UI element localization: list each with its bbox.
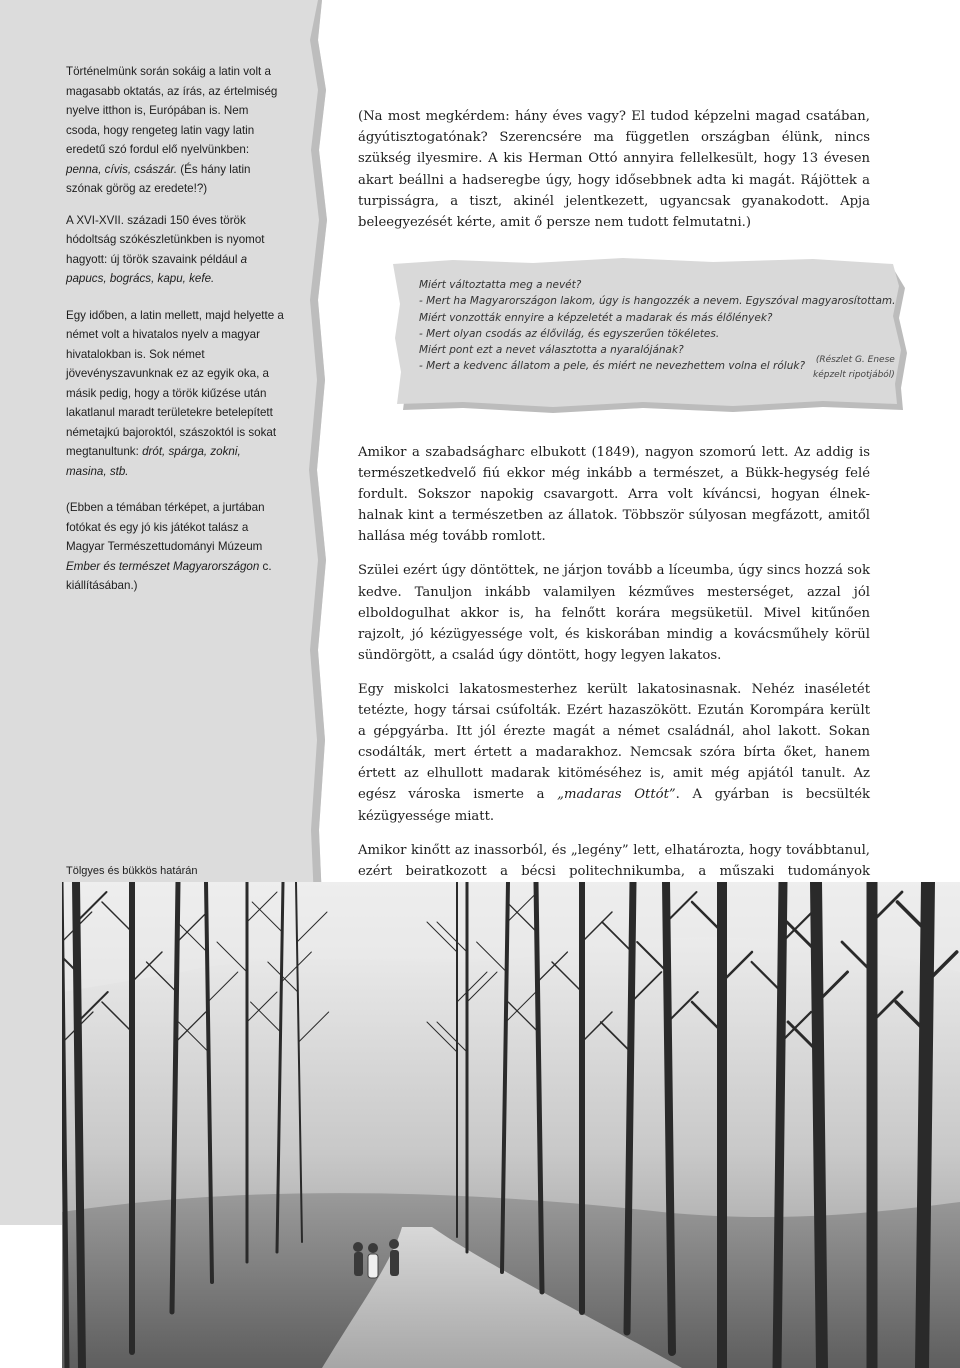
body-paragraph: Egy miskolci lakatosmesterhez került lakatosinasnak. Nehéz inaséletét tetézte, hogy társai csúfolták. Ezért hazaszökött. Ezután Korompára került a gépgyárba. Itt jól érezte magát a német családnál, ahol lakott. Sokan csodálták, mert értett a madarakhoz. Nemcsak szóra bírta őket, hanem értett az elhullott madarak kitöméséhez is, amit még apjától tanult. Az egész városka ismerte a „madaras Ottót”. A gyárban is becsülték kézügyessége miatt. bbox=[358, 681, 870, 824]
body-paragraph: Amikor a szabadságharc elbukott (1849), nagyon szomorú lett. Az addig is természetkedvelő fiú ekkor még inkább a természet, a Bükk-hegység felé fordult. Sokszor napokig csavargott. Arra volt kíváncsi, hogyan élnek-halnak kint a természetben az állatok. Többször súlyosan megfázott, amitől hallása még tovább romlott. bbox=[358, 445, 870, 545]
interview-note bbox=[393, 258, 913, 418]
note-question: Miért vonzották ennyire a képzeletét a madarak és más élőlények? bbox=[419, 311, 773, 324]
note-credit: (Részlet G. Enese képzelt ripotjából) bbox=[813, 355, 895, 380]
walkers bbox=[353, 1239, 399, 1278]
sidebar-paragraph-museum: (Ebben a témában térképet, a jurtában fotókat és egy jó kis játékot talász a Magyar Természettudományi Múzeum Ember és természet Magyarországon c. kiállításában.) bbox=[66, 501, 272, 592]
note-question: Miért pont ezt a nevet választotta a nyaralójának? bbox=[419, 344, 684, 357]
sidebar-text bbox=[66, 62, 284, 613]
tree-trunk bbox=[922, 882, 928, 1368]
body-paragraph: Amikor kinőtt az inassorból, és „legény” lett, elhatározta, hogy továbbtanul, ezért beiratkozott a bécsi politechnikumba, a műszaki tudományok bbox=[358, 842, 870, 879]
sidebar-paragraph-turkish: A XVI-XVII. századi 150 éves török hódoltság szókészletünkben is nyomot hagyott: új török szavaink például a papucs, bogrács, kapu, kefe. bbox=[66, 213, 265, 285]
photo-caption: Tölgyes és bükkös határán bbox=[66, 865, 198, 877]
sidebar-paragraph-german: Egy időben, a latin mellett, majd helyette a német volt a hivatalos nyelv a magyar hivatalokban is. Sok német jövevényszavunknak ez az egyik oka, a másik pedig, hogy a török kiűzése után lakatlanul maradt területekre betelepített németajkú bajoroktól, szászoktól is sokat megtanultunk: drót, spárga, zokni, masina, stb. bbox=[66, 308, 284, 478]
tree-trunk bbox=[777, 882, 783, 1368]
latin-words: penna, cívis, császár. bbox=[66, 162, 178, 176]
body-paragraph: Szülei ezért úgy döntöttek, ne járjon tovább a líceumba, úgy sincs hozzá sok kedve. Tanuljon inkább valamilyen kézműves mesterséget, azzal jól elboldogulhat akkor is, ha felnőtt korára megsüketül. Mivel kitűnően rajzolt, jó kézügyessége volt, és kiskorában mindig a kovácsműhely körül sündörgött, a család úgy döntött, hogy legyen lakatos. bbox=[358, 563, 870, 663]
exhibition-title: Ember és természet Magyarországon bbox=[66, 559, 260, 573]
intro-paragraph: (Na most megkérdem: hány éves vagy? El tudod képzelni magad csatában, ágyútisztogatónak? Szerencsére ma független országban élünk, nincs szükség ilyesmire. A kis Herman Ottó annyira fellelkesült, hogy 13 évesen akart beállni a hadseregbe úgy, hogy idősebbnek adta ki magát. Rájöttek a turpisságra, a tiszt, akinél jelentkezett, ugyancsak gyanakodott. Apja beleegyezését kérte, amit ő persze nem tudott felmutatni.) bbox=[358, 109, 870, 231]
note-answer: - Mert ha Magyarországon lakom, úgy is hangozzék a nevem. Egyszóval magyarosítottam. bbox=[419, 295, 896, 308]
note-answer: - Mert olyan csodás az élővilág, és egyszerűen tökéletes. bbox=[419, 327, 720, 340]
german-words: drót, spárga, zokni, masina, stb. bbox=[66, 445, 241, 478]
madaras-otto: „madaras Ottót” bbox=[557, 787, 676, 803]
note-answer: - Mert a kedvenc állatom a pele, és miért ne nevezhettem volna el róluk? bbox=[419, 360, 806, 373]
main-body-text bbox=[358, 442, 870, 916]
note-question: Miért változtatta meg a nevét? bbox=[419, 279, 582, 291]
turkish-words: a papucs, bogrács, kapu, kefe. bbox=[66, 252, 248, 285]
sidebar-paragraph-latin: Történelmünk során sokáig a latin volt a magasabb oktatás, az írás, az értelmiség nyelve itthon is, Európában is. Nem csoda, hogy rengeteg latin vagy latin eredetű szó fordul elő nyelvünkben: penna, cívis, császár. (És hány latin szónak görög az eredete!?) bbox=[66, 65, 278, 195]
tree-trunk bbox=[816, 882, 822, 1368]
forest-photo bbox=[62, 882, 960, 1368]
